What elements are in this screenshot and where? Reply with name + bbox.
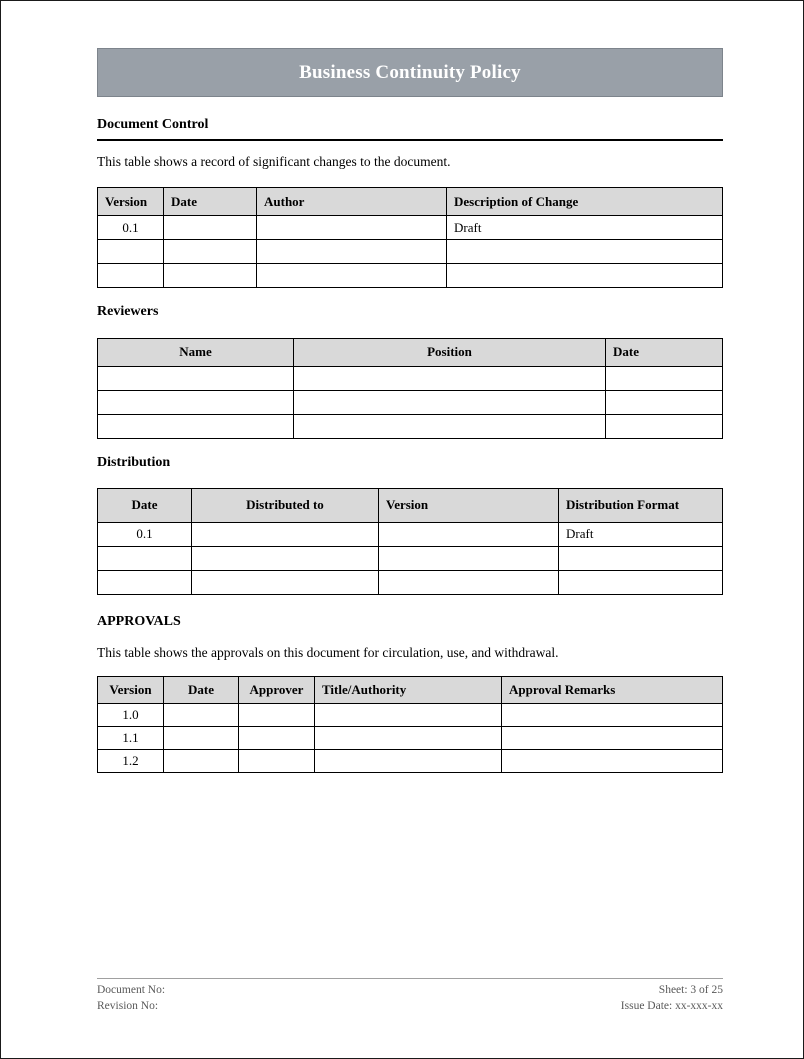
table-row (98, 726, 723, 749)
table-row (98, 522, 723, 546)
table-cell-approver (239, 703, 315, 726)
table-cell-author (257, 215, 447, 239)
footer-sheet-number: Sheet: 3 of 25 (658, 984, 723, 996)
column-header-date: Date (164, 676, 239, 703)
table-cell-date (98, 570, 192, 594)
table-cell-name (98, 390, 294, 414)
table-row (98, 390, 723, 414)
page-footer (97, 978, 723, 1014)
table-cell-version: 1.2 (98, 749, 164, 772)
column-header-date: Date (98, 488, 192, 522)
table-row (98, 414, 723, 438)
table-cell-description (447, 263, 723, 287)
table-cell-date (606, 390, 723, 414)
table-cell-position (294, 414, 606, 438)
approvals-table (97, 676, 723, 773)
table-cell-date (164, 239, 257, 263)
table-cell-position (294, 390, 606, 414)
table-cell-date (606, 414, 723, 438)
table-cell-approval-remarks (502, 726, 723, 749)
table-cell-version (379, 546, 559, 570)
table-cell-date (98, 546, 192, 570)
table-row (98, 239, 723, 263)
table-cell-version: 1.1 (98, 726, 164, 749)
table-cell-position (294, 366, 606, 390)
table-cell-version (98, 239, 164, 263)
section-heading-approvals: APPROVALS (97, 613, 181, 629)
table-row (98, 263, 723, 287)
approvals-description: This table shows the approvals on this document for circulation, use, and withdrawal. (97, 645, 559, 661)
table-cell-date: 0.1 (98, 522, 192, 546)
table-row (98, 546, 723, 570)
table-row (98, 703, 723, 726)
table-cell-distributed-to (192, 522, 379, 546)
column-header-name: Name (98, 338, 294, 366)
column-header-version: Version (98, 187, 164, 215)
column-header-distribution-format: Distribution Format (559, 488, 723, 522)
table-header-row (98, 676, 723, 703)
footer-issue-date: Issue Date: xx-xxx-xx (620, 999, 723, 1012)
table-cell-description: Draft (447, 215, 723, 239)
reviewers-table (97, 338, 723, 439)
table-cell-approver (239, 749, 315, 772)
column-header-date: Date (606, 338, 723, 366)
table-cell-date (164, 726, 239, 749)
table-cell-author (257, 263, 447, 287)
column-header-description-of-change: Description of Change (447, 187, 723, 215)
table-cell-approval-remarks (502, 703, 723, 726)
column-header-date: Date (164, 187, 257, 215)
column-header-approver: Approver (239, 676, 315, 703)
column-header-position: Position (294, 338, 606, 366)
document-control-description: This table shows a record of significant changes to the document. (97, 153, 451, 169)
table-cell-distribution-format (559, 570, 723, 594)
table-cell-date (164, 215, 257, 239)
column-header-approval-remarks: Approval Remarks (502, 676, 723, 703)
column-header-distributed-to: Distributed to (192, 488, 379, 522)
document-title: Business Continuity Policy (299, 61, 521, 83)
distribution-table (97, 488, 723, 595)
table-header-row (98, 187, 723, 215)
table-header-row (98, 338, 723, 366)
document-control-table (97, 187, 723, 288)
footer-revision-no: Revision No: (97, 999, 159, 1012)
table-cell-date (164, 703, 239, 726)
section-heading-reviewers: Reviewers (97, 303, 159, 319)
table-cell-author (257, 239, 447, 263)
table-row (98, 570, 723, 594)
table-cell-version: 1.0 (98, 703, 164, 726)
column-header-author: Author (257, 187, 447, 215)
table-cell-approval-remarks (502, 749, 723, 772)
table-row (98, 366, 723, 390)
table-cell-date (164, 263, 257, 287)
table-cell-distribution-format: Draft (559, 522, 723, 546)
table-cell-distributed-to (192, 570, 379, 594)
table-cell-date (164, 749, 239, 772)
table-cell-version: 0.1 (98, 215, 164, 239)
footer-document-no: Document No: (97, 984, 166, 996)
table-row (98, 749, 723, 772)
section-heading-document-control: Document Control (97, 117, 723, 141)
table-cell-title-authority (315, 703, 502, 726)
table-header-row (98, 488, 723, 522)
column-header-version: Version (98, 676, 164, 703)
table-cell-version (379, 522, 559, 546)
table-cell-distribution-format (559, 546, 723, 570)
table-cell-name (98, 366, 294, 390)
table-cell-name (98, 414, 294, 438)
document-title-bar (97, 48, 723, 97)
table-cell-title-authority (315, 749, 502, 772)
table-cell-title-authority (315, 726, 502, 749)
table-cell-date (606, 366, 723, 390)
section-heading-distribution: Distribution (97, 454, 171, 470)
column-header-version: Version (379, 488, 559, 522)
column-header-title-authority: Title/Authority (315, 676, 502, 703)
table-row (98, 215, 723, 239)
table-cell-description (447, 239, 723, 263)
table-cell-version (98, 263, 164, 287)
table-cell-version (379, 570, 559, 594)
table-cell-distributed-to (192, 546, 379, 570)
table-cell-approver (239, 726, 315, 749)
